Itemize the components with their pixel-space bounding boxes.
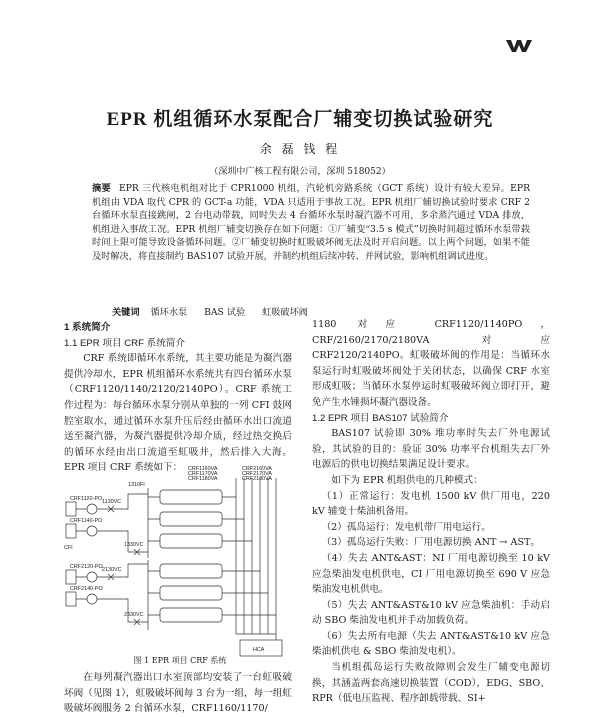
paragraph: 当机组孤岛运行失败故障则会发生厂辅变电源切换，其涵盖两套高速切换装置（COD），EDG、SBO、RPR（低电压监视、程序卸载带载、SI+ [312,662,550,705]
paragraph: CRF 系统即循环水系统，其主要功能是为凝汽器提供冷却水，EPR 机组循环水系统共有四台循环水泵（CRF1120/1140/2120/2140PO）。CRF 系统工作过程为：每台循环水泵分别从单独的一列 CFI 鼓网腔室取水，通过循环水泵升压后经由循环水出口流道送至凝汽器，为凝汽器提供冷却介质，经过热交换后的循环水经由出口流道至虹吸井，然后排入大海。EPR 项目 CRF 系统如下： [64,353,292,474]
crf-system-diagram [64,464,296,660]
abstract [92,182,530,264]
paragraph: BAS107 试验即 30% 堆功率时失去厂外电源试验，其试验的目的：验证 30% 功率平台机组失去厂外电源后的供电切换结果满足设计要求。 [312,428,550,471]
list-item: （1）正常运行：发电机 1500 kV 供厂用电，220 kV 辅变十柴油机备用。 [312,490,550,518]
label-pump-1: CRF1120-PO [70,496,103,502]
label-cfi: CFI [64,545,73,551]
keyword: BAS 试验 [204,307,246,318]
label-pump-4: CRF2140-PO [70,586,103,592]
list-item: （3）孤岛运行失败：厂用电源切换 ANT → AST。 [321,537,541,549]
affiliation: （深圳中广核工程有限公司，深圳 518052） [209,167,391,177]
paragraph: 1180 对应 CRF1120/1140PO，CRF/2160/2170/2180VA 对应 CRF2120/2140PO。虹吸破坏阀的作用是：当循环水泵运行时虹吸破坏阀处于关闭状态，以确保 CRF 水室形成虹吸；当循环水泵停运时虹吸破坏阀立即打开，避免产生水锤损坏凝汽器设备。 [312,319,550,408]
label-top-a2: CRF1170VA [188,471,218,477]
list-item: （2）孤岛运行：发电机带厂用电运行。 [321,521,491,533]
section-heading: 1 系统简介 [64,322,111,333]
paper-title: EPR 机组循环水泵配合厂辅变切换试验研究 [106,109,494,130]
right-column [312,317,550,707]
label-top-a3: CRF1180VA [188,476,218,482]
subsection-heading: 1.1 EPR 项目 CRF 系统简介 [64,337,186,349]
keywords-label: 关键词 [112,307,140,318]
label-pump-3: CRF2120-PO [70,564,103,570]
label-top-a1: CRF1160VA [188,466,218,472]
label-valve-d: 2130VC [102,567,122,573]
abstract-label: 摘要 [92,183,111,194]
left-bottom-paragraph [64,670,292,717]
abstract-text: EPR 三代核电机组对比于 CPR1000 机组，汽轮机旁路系统（GCT 系统）设计有较大差异。EPR 机组由 VDA 取代 CPR 的 GCT-a 功能，VDA 只适用于事故工况。EPR 机组厂辅切换试验时要求 CRF 2 台循环水泵直接跳闸，2 台电动带载，同时失去 4 台循环水泵时凝汽器不可用，多余蒸汽通过 VDA 排放，机组进入事故工况。EPR 机组厂辅变切换存在如下问题：①厂辅变“3.5 s 模式”切换时间超过循环水泵带载时间上限可能导致设备循环问题。②厂辅变切换时虹吸破坏阀无法及时开启问题。以上两个问题，如果不能及时解决，将直接制约 BAS107 试验开展，并制约机组后续冲转、并网试验，影响机组调试进度。 [92,183,530,262]
label-pump-2: CRF1140-PO [70,518,103,524]
label-valve-a: 1130VC [102,499,122,505]
label-hca: HCA [253,647,265,653]
keyword: 虹吸破坏阀 [262,307,308,318]
label-valve-b: 1310FI [128,482,145,488]
label-valve-c: 1330VC [124,542,144,548]
list-item: （6）失去所有电源（失去 ANT&AST&10 kV 应急柴油机供电 & SBO 柴油发电机）。 [312,630,550,658]
label-top-b1: CRF2160VA [242,466,272,472]
authors: 余 磊 钱 程 [259,142,341,156]
paragraph: 在每列凝汽器出口水室顶部均安装了一台虹吸破坏阀（见图 1），虹吸破坏阀每 3 台为一组，每一组虹吸破坏阀服务 2 台循环水泵，CRF1160/1170/ [64,672,292,715]
label-valve-e: 2330VC [124,612,144,618]
subsection-heading: 1.2 EPR 项目 BAS107 试验简介 [312,412,449,424]
label-top-b3: CRF2180VA [242,476,272,482]
label-top-b2: CRF2170VA [242,471,272,477]
figure-caption: 图 1 EPR 项目 CRF 系统 [133,656,227,665]
paragraph: 如下为 EPR 机组供电的几种模式： [331,474,483,486]
journal-logo [506,40,532,52]
list-item: （5）失去 ANT&AST&10 kV 应急柴油机：手动启动 SBO 柴油发电机并手动加载负荷。 [312,599,550,627]
left-column [64,320,292,476]
keyword: 循环水泵 [150,307,188,318]
list-item: （4）失去 ANT&AST：NI 厂用电源切换至 10 kV 应急柴油发电机供电，CI 厂用电源切换至 690 V 应急柴油发电机供电。 [312,552,550,596]
